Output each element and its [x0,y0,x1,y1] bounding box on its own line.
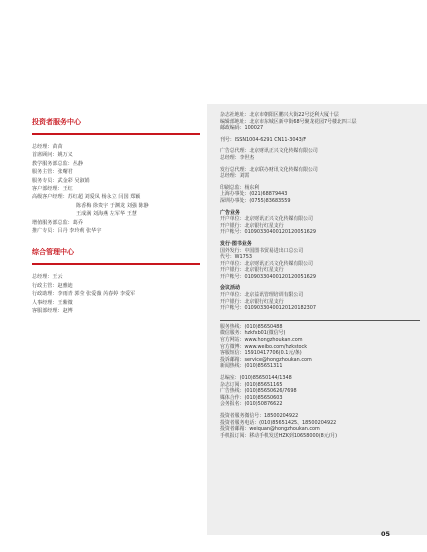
ad-agent-line: 总经理：李世杰 [220,154,255,161]
bank-line: 开户单位：北京益讯管理培训有限公司 [220,292,304,299]
investor-contact-line: 投资者服务电话：(010)85651425、18500204922 [220,419,337,426]
staff-line: 客服部经理：赵博 [32,308,73,315]
distribution-books-heading: 发行·图书业务 [220,240,252,247]
phone-line: 媒体合作：(010)85650603 [220,394,283,401]
bank-line: 开户银行：北京银行红星支行 [220,298,284,305]
investor-contact-line: 手机报订阅：移动手机发送HZK到10658000(8元/月) [220,432,338,439]
staff-line: 推广专员：吕丹 李玲莉 张华宇 [32,228,102,235]
printing-line: 上海办事处：(021)68879443 [220,191,288,198]
general-center-title: 综合管理中心 [32,248,74,257]
distribution-agent-line: 发行总代理：北京联办财讯文化传媒有限公司 [220,166,318,173]
ad-agent-line: 广告总代理：北京财讯正兴文化传媒有限公司 [220,148,318,155]
staff-line: 教学服务部总监：丛静 [32,160,83,167]
bank-line: 开户帐号：01090330400120120051629 [220,273,317,280]
staff-names: 王成满 刘海燕 左军华 王慧 [76,211,137,218]
bank-line: 开户单位：北京财讯正兴文化传媒有限公司 [220,260,313,267]
contact-line: 服务热线：(010)85650488 [220,323,283,330]
staff-column [32,117,200,316]
staff-line-continued [32,210,200,218]
conference-heading: 会议活动 [220,285,241,292]
contact-line: 微信服务：hzkfxb01(微信号) [220,330,286,337]
contact-line: 客服短信：15910417706(0.1元/条) [220,350,302,357]
staff-line: 服务主管：张曙君 [32,169,73,176]
investor-contact-line: 投资者服务微信号：18500204922 [220,412,299,419]
bank-line: 代号：W1753 [220,254,252,261]
page-number: 05 [381,530,391,538]
printing-line: 深圳办事处：(0755)83683559 [220,197,291,204]
contact-line: 官方微博：www.weibo.com/hzkstock [220,343,308,350]
issn-line: 刊号：ISSN1004-6291 CN11-3043/F [220,136,307,143]
bank-line: 开户银行：北京银行红星支行 [220,267,284,274]
address-line: 杂志社地址：北京市朝阳区鹏兴大街22号泛利大厦十层 [220,112,339,118]
staff-line: 人事经理：王紫微 [32,299,73,306]
bank-line: 国外发行：中国图书贸易进出口总公司 [220,247,304,254]
staff-line: 行政助理：李雨青 郭莹 张爱薇 芮春婷 李爱军 [32,291,136,298]
bank-line: 开户帐号：01090330400120120051629 [220,229,317,236]
phone-line: 杂志订阅：(010)85651165 [220,381,283,388]
staff-line-continued [32,202,200,210]
staff-names: 陈香梅 徐贵宇 于渊龙 刘强 陈静 [76,202,149,209]
bank-line: 开户银行：北京银行红星支行 [220,222,284,229]
general-center-rule [32,263,200,265]
bank-line: 开户单位：北京财讯正兴文化传媒有限公司 [220,216,313,223]
contact-line: 投诉邮箱：service@hongzhoukan.com [220,356,312,363]
postcode-line: 邮政编码：100027 [220,125,264,132]
info-panel [207,104,427,535]
phone-line: 广告热线：(010)85650626/7698 [220,388,297,395]
staff-line: 服务专员：武金彩 吴淑娟 [32,177,90,184]
bank-line: 开户帐号：01090330400120120182307 [220,305,317,312]
address-line: 编辑部地址：北京市东城区新中街68号聚龙花园7号楼北四三层 [220,118,357,125]
staff-line: 客户部经理：王红 [32,186,73,193]
contact-line: 新闻热线：(010)85651311 [220,363,283,370]
staff-line: 行政主管：赵雅迪 [32,282,73,289]
investor-contact-line: 投资者邮箱：weiquan@hongzhoukan.com [220,426,320,433]
staff-line: 增值服务部总监：葛乔 [32,219,83,226]
staff-line: 总经理：王云 [32,274,63,281]
staff-line: 总经理：苗苗 [32,144,63,150]
distribution-agent-line: 总经理：刘霄 [220,173,250,180]
contact-line: 官方网站：www.hongzhoukan.com [220,337,303,344]
ad-business-heading: 广告业务 [220,209,241,216]
investor-center-title: 投资者服务中心 [32,118,81,126]
phone-line: 会务报名：(010)50876622 [220,401,283,408]
printing-line: 印刷总监：杨东利 [220,184,260,191]
staff-line: 高级客户经理：苏红超 刘爱凤 杨永立 闫国 郑颖 [32,194,141,201]
staff-line: 首席顾问：姚万义 [32,152,73,159]
investor-center-rule [32,133,200,135]
phone-line: 总编室：(010)85650144/1348 [220,375,292,381]
